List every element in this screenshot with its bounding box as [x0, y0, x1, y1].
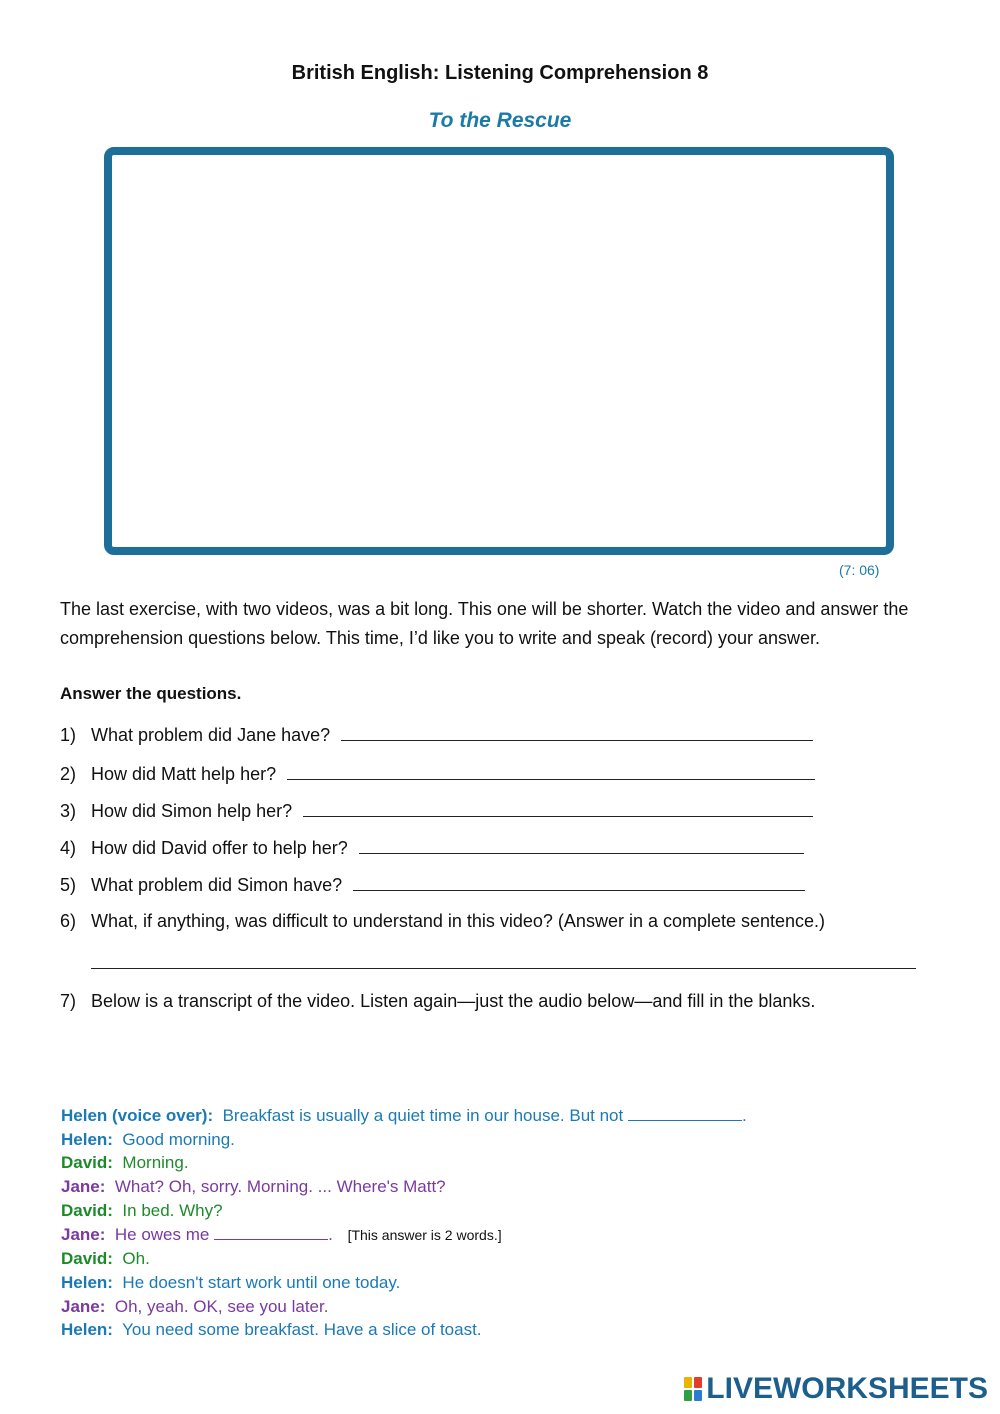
transcript-line [61, 1128, 747, 1152]
video-player[interactable] [104, 147, 894, 555]
question-2 [60, 763, 815, 785]
transcript-line [61, 1104, 747, 1128]
question-text: What problem did Jane have? [91, 725, 331, 745]
line-text: Good morning. [122, 1129, 235, 1149]
questions-heading: Answer the questions. [60, 684, 242, 703]
line-punct: . [328, 1224, 333, 1244]
question-number: 6) [60, 911, 77, 931]
page-subtitle: To the Rescue [428, 109, 572, 132]
video-duration: (7: 06) [839, 562, 880, 578]
line-text: In bed. Why? [122, 1200, 223, 1220]
speaker-label: Helen: [61, 1272, 113, 1292]
answer-blank-1[interactable] [341, 724, 813, 741]
line-text: He doesn't start work until one today. [122, 1272, 401, 1292]
transcript-line [61, 1247, 747, 1271]
transcript [61, 1104, 747, 1342]
line-punct: . [741, 1106, 747, 1125]
question-text: What problem did Simon have? [91, 875, 343, 895]
transcript-line [61, 1175, 747, 1199]
question-text: How did Simon help her? [91, 801, 293, 821]
speaker-label: Jane: [61, 1177, 106, 1197]
transcript-line [61, 1199, 747, 1223]
question-4 [60, 837, 804, 859]
liveworksheets-logo[interactable] [684, 1372, 988, 1406]
speaker-label: David: [61, 1249, 113, 1269]
question-text: How did Matt help her? [91, 764, 277, 784]
answer-blank-5[interactable] [353, 874, 805, 891]
liveworksheets-logo-icon [684, 1377, 702, 1401]
line-text: He owes me [114, 1224, 210, 1244]
speaker-label: Helen: [61, 1129, 113, 1149]
question-1 [60, 724, 813, 746]
answer-hint: [This answer is 2 words.] [347, 1226, 502, 1243]
transcript-line [61, 1271, 747, 1295]
transcript-line [61, 1151, 747, 1175]
speaker-label: Helen (voice over): [61, 1106, 214, 1125]
question-number: 2) [60, 764, 77, 784]
speaker-label: Jane: [61, 1224, 106, 1244]
question-text: What, if anything, was difficult to understand in this video? (Answer in a complete sentence.) [91, 911, 826, 931]
line-text: You need some breakfast. Have a slice of toast. [122, 1320, 482, 1340]
line-text: What? Oh, sorry. Morning. ... Where's Matt? [114, 1177, 446, 1197]
question-7 [60, 991, 815, 1012]
speaker-label: David: [61, 1200, 113, 1220]
speaker-label: Jane: [61, 1296, 106, 1316]
speaker-label: Helen: [61, 1320, 113, 1340]
question-number: 7) [60, 991, 77, 1011]
question-text: How did David offer to help her? [91, 838, 348, 858]
transcript-line [61, 1318, 747, 1342]
transcript-blank-1[interactable] [628, 1106, 742, 1121]
logo-text: LIVEWORKSHEETS [706, 1372, 988, 1405]
transcript-line [61, 1223, 747, 1248]
answer-blank-4[interactable] [359, 837, 804, 854]
transcript-line [61, 1295, 747, 1319]
question-number: 4) [60, 838, 77, 858]
answer-blank-3[interactable] [303, 800, 813, 817]
question-text: Below is a transcript of the video. Listen again—just the audio below—and fill in the blanks. [91, 991, 816, 1011]
question-6 [60, 911, 825, 932]
page-title: British English: Listening Comprehension 8 [291, 62, 709, 84]
line-text: Breakfast is usually a quiet time in our house. But not [222, 1106, 624, 1125]
question-number: 1) [60, 725, 77, 745]
question-5 [60, 874, 805, 896]
transcript-blank-2[interactable] [214, 1225, 328, 1240]
question-3 [60, 800, 813, 822]
answer-blank-2[interactable] [287, 763, 815, 780]
intro-paragraph: The last exercise, with two videos, was a bit long. This one will be shorter. Watch the video and answer the comprehension questions below. This time, I’d like you to write and speak (record) your answer. [60, 599, 909, 648]
question-number: 3) [60, 801, 77, 821]
line-text: Oh, yeah. OK, see you later. [114, 1296, 329, 1316]
line-text: Oh. [122, 1249, 150, 1269]
speaker-label: David: [61, 1153, 113, 1173]
question-number: 5) [60, 875, 77, 895]
line-text: Morning. [122, 1153, 189, 1173]
answer-blank-6[interactable] [91, 968, 916, 969]
